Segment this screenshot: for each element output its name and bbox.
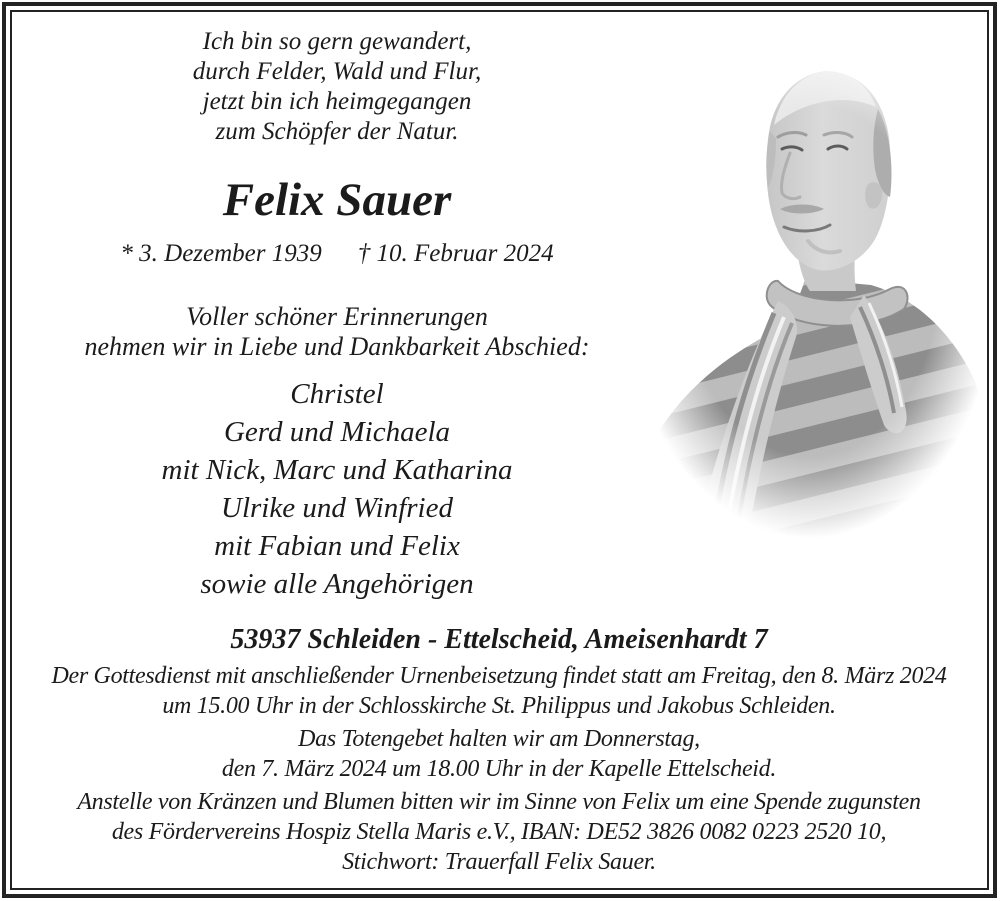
donation-info-line: Stichwort: Trauerfall Felix Sauer. (342, 849, 656, 875)
mourner-line: sowie alle Angehörigen (200, 568, 474, 600)
poem-line: Ich bin so gern gewandert, (202, 28, 472, 55)
prayer-info-line: Das Totengebet halten wir am Donnerstag, (298, 726, 700, 752)
mourner-line: Ulrike und Winfried (221, 492, 453, 524)
poem-line: durch Felder, Wald und Flur, (192, 58, 482, 85)
poem-line: zum Schöpfer der Natur. (215, 118, 459, 145)
donation-info (13, 787, 985, 877)
service-info-line: Der Gottesdienst mit anschließender Urnenbeisetzung findet statt am Freitag, den 8. März 2024 (51, 663, 947, 689)
service-info-line: um 15.00 Uhr in der Schlosskirche St. Philippus und Jakobus Schleiden. (162, 693, 836, 719)
death-date: † 10. Februar 2024 (357, 240, 554, 267)
donation-info-line: Anstelle von Kränzen und Blumen bitten wir im Sinne von Felix um eine Spende zugunsten (77, 789, 921, 815)
birth-date: * 3. Dezember 1939 (120, 240, 322, 267)
poem-line: jetzt bin ich heimgegangen (202, 88, 472, 115)
service-info (13, 661, 985, 721)
farewell-intro-line: Voller schöner Erinnerungen (186, 302, 488, 331)
mourners-list (13, 375, 661, 603)
farewell-intro (13, 302, 661, 362)
farewell-intro-line: nehmen wir in Liebe und Dankbarkeit Abschied: (84, 332, 590, 361)
memorial-poem (13, 27, 661, 147)
mourner-line: Christel (290, 378, 384, 410)
life-dates (13, 239, 661, 269)
portrait-photo (628, 44, 993, 546)
portrait-photo-graphic (628, 44, 993, 546)
mourner-line: Gerd und Michaela (223, 416, 451, 448)
prayer-info (13, 724, 985, 784)
deceased-name: Felix Sauer (222, 174, 452, 226)
mourner-line: mit Nick, Marc und Katharina (161, 454, 513, 486)
funeral-information (13, 622, 985, 877)
donation-info-line: des Fördervereins Hospiz Stella Maris e.V., IBAN: DE52 3826 0082 0223 2520 10, (111, 819, 887, 845)
prayer-info-line: den 7. März 2024 um 18.00 Uhr in der Kapelle Ettelscheid. (221, 756, 777, 782)
mourner-line: mit Fabian und Felix (214, 530, 460, 562)
address-line: 53937 Schleiden - Ettelscheid, Ameisenhardt 7 (230, 624, 768, 655)
